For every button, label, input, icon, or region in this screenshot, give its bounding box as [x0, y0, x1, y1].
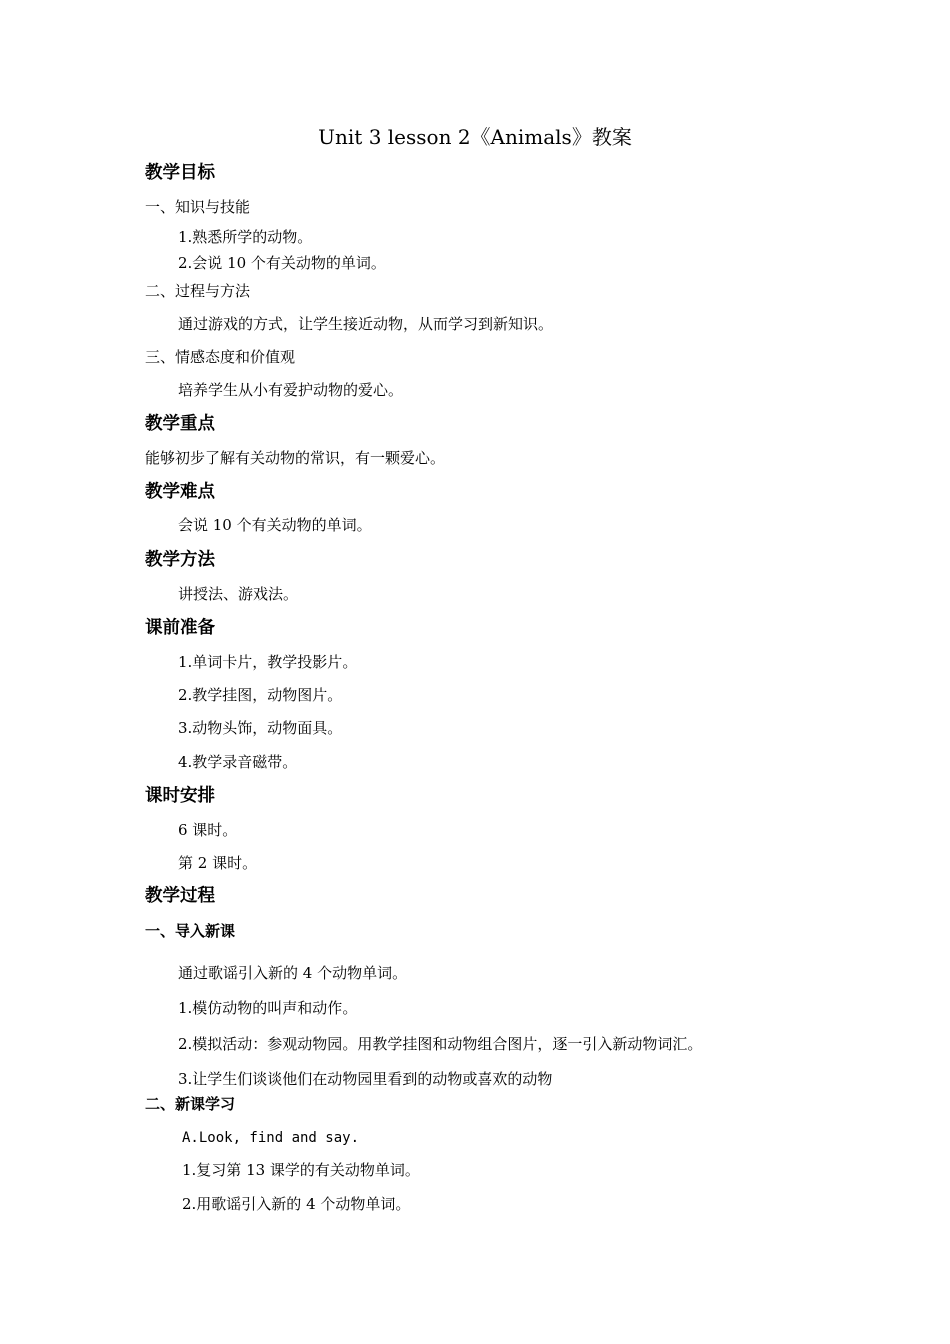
list-item: 6 课时。	[178, 821, 238, 839]
list-item: 第 2 课时。	[178, 854, 258, 872]
list-item: 3.让学生们谈谈他们在动物园里看到的动物或喜欢的动物	[178, 1070, 553, 1088]
paragraph: 培养学生从小有爱护动物的爱心。	[178, 381, 404, 399]
list-item: 1.模仿动物的叫声和动作。	[178, 999, 358, 1017]
paragraph: 能够初步了解有关动物的常识，有一颗爱心。	[145, 449, 446, 467]
list-item: 4.教学录音磁带。	[178, 753, 298, 771]
section-heading-process: 教学过程	[145, 886, 215, 906]
section-heading-difficulties: 教学难点	[145, 482, 215, 502]
section-heading-key-points: 教学重点	[145, 414, 215, 434]
subsection-heading-new-lesson: 二、新课学习	[145, 1095, 236, 1113]
subsection-heading-intro: 一、导入新课	[145, 922, 236, 940]
paragraph: 通过游戏的方式，让学生接近动物，从而学习到新知识。	[178, 315, 554, 333]
paragraph: 通过歌谣引入新的 4 个动物单词。	[178, 964, 408, 982]
paragraph: 讲授法、游戏法。	[178, 585, 299, 603]
list-item: 1.单词卡片，教学投影片。	[178, 653, 358, 671]
subsection-heading-knowledge: 一、知识与技能	[145, 198, 251, 216]
section-heading-schedule: 课时安排	[145, 786, 215, 806]
list-item: 2.会说 10 个有关动物的单词。	[178, 254, 386, 272]
section-heading-preparation: 课前准备	[145, 618, 215, 638]
section-heading-objectives: 教学目标	[145, 163, 215, 183]
list-item: 1.复习第 13 课学的有关动物单词。	[182, 1161, 420, 1179]
subsection-label: A.Look, find and say.	[182, 1130, 360, 1146]
subsection-heading-attitude: 三、情感态度和价值观	[145, 348, 296, 366]
subsection-heading-process-method: 二、过程与方法	[145, 282, 251, 300]
list-item: 2.模拟活动：参观动物园。用教学挂图和动物组合图片，逐一引入新动物词汇。	[178, 1035, 703, 1053]
section-heading-methods: 教学方法	[145, 550, 215, 570]
list-item: 2.用歌谣引入新的 4 个动物单词。	[182, 1195, 411, 1213]
paragraph: 会说 10 个有关动物的单词。	[178, 516, 372, 534]
list-item: 3.动物头饰，动物面具。	[178, 719, 343, 737]
list-item: 1.熟悉所学的动物。	[178, 228, 313, 246]
list-item: 2.教学挂图，动物图片。	[178, 686, 343, 704]
page-title: Unit 3 lesson 2《Animals》教案	[318, 125, 632, 149]
